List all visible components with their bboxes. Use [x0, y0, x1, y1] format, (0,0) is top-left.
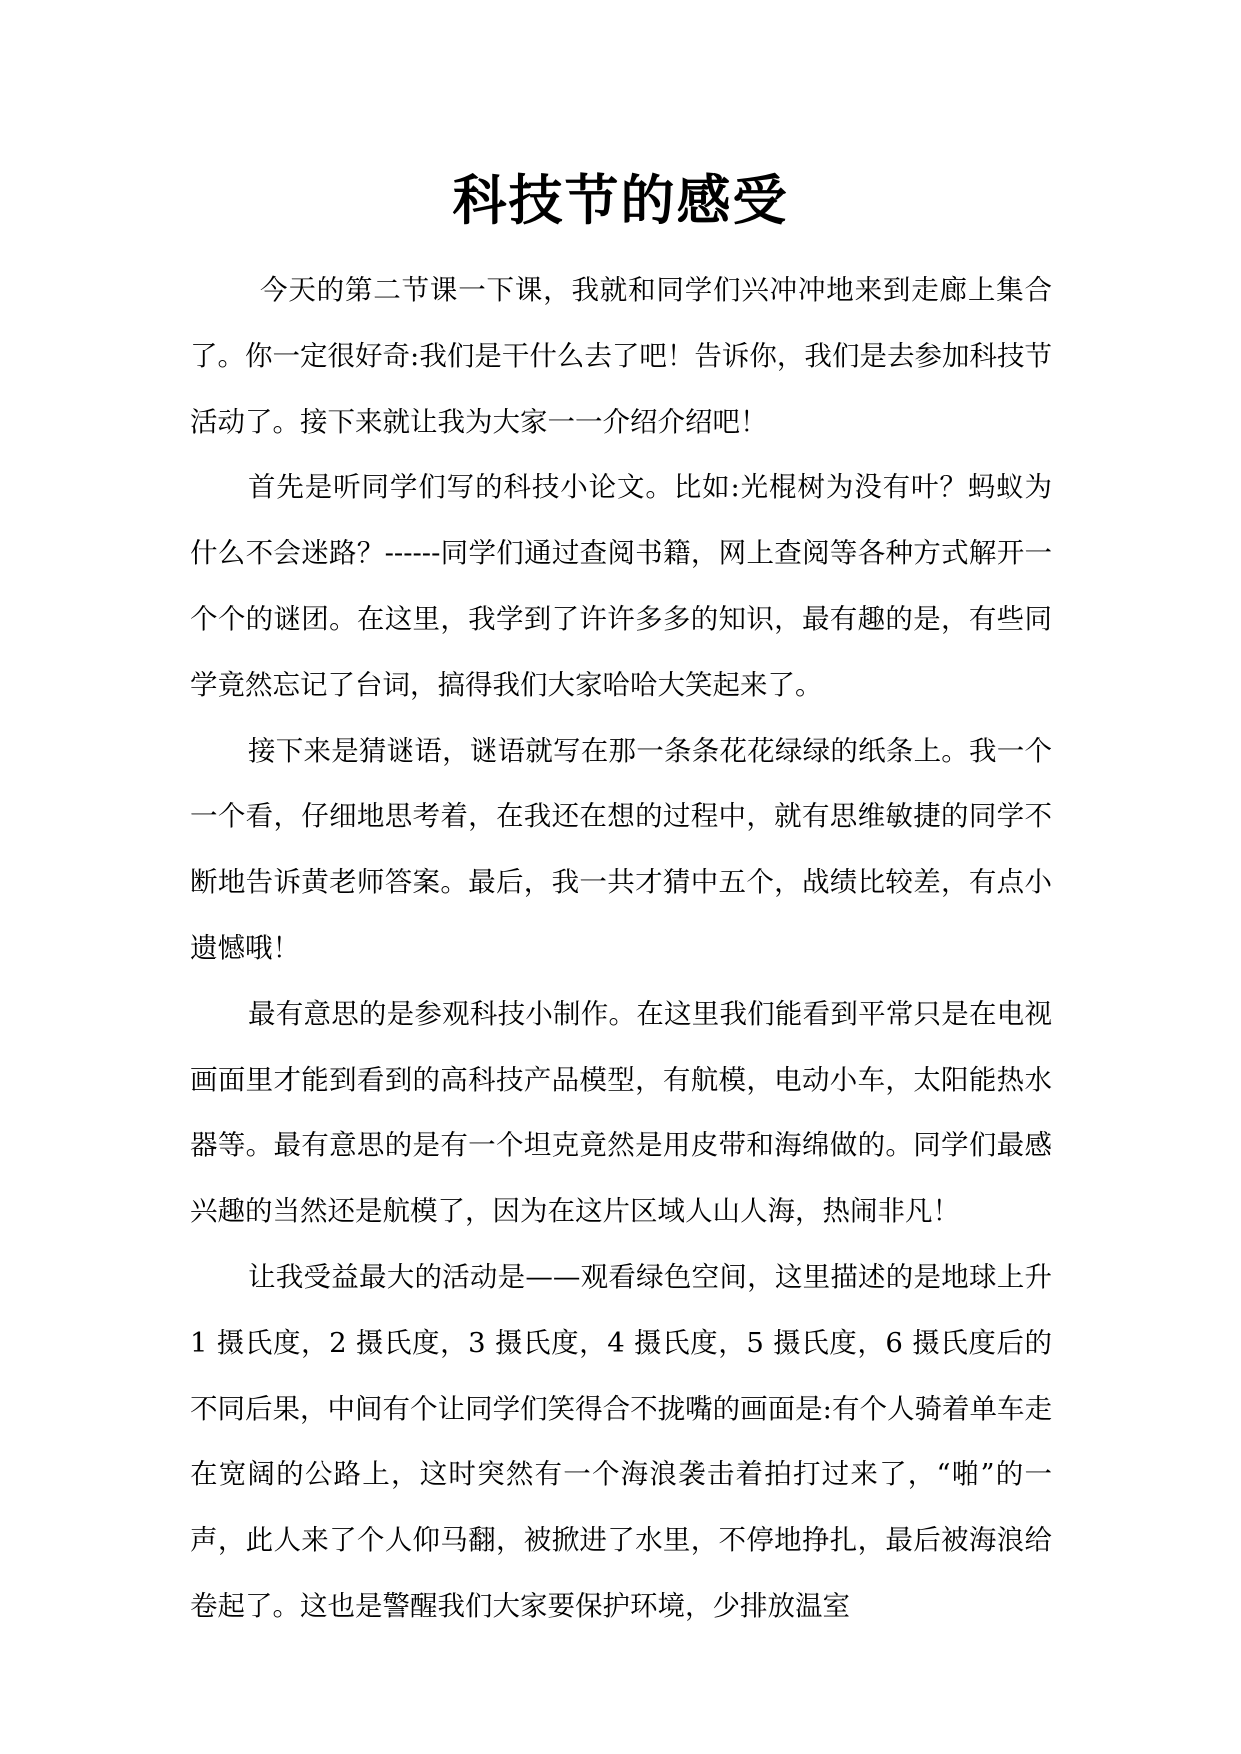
paragraph: 让我受益最大的活动是——观看绿色空间，这里描述的是地球上升 1 摄氏度，2 摄氏度，3 摄氏度，4 摄氏度，5 摄氏度，6 摄氏度后的不同后果，中间有个让同学们笑得合不拢嘴的画面是:有个人骑着单车走在宽阔的公路上，这时突然有一个海浪袭击着拍打过来了，“啪”的一声，此人来了个人仰马翻，被掀进了水里，不停地挣扎，最后被海浪给卷起了。这也是警醒我们大家要保护环境，少排放温室	[190, 1260, 1052, 1622]
document-body	[190, 258, 1052, 1640]
paragraph: 今天的第二节课一下课，我就和同学们兴冲冲地来到走廊上集合了。你一定很好奇:我们是干什么去了吧！告诉你，我们是去参加科技节活动了。接下来就让我为大家一一介绍介绍吧！	[190, 274, 1052, 438]
paragraph: 首先是听同学们写的科技小论文。比如:光棍树为没有叶？蚂蚁为什么不会迷路？------同学们通过查阅书籍，网上查阅等各种方式解开一个个的谜团。在这里，我学到了许许多多的知识，最有趣的是，有些同学竟然忘记了台词，搞得我们大家哈哈大笑起来了。	[190, 471, 1052, 701]
paragraph: 最有意思的是参观科技小制作。在这里我们能看到平常只是在电视画面里才能到看到的高科技产品模型，有航模，电动小车，太阳能热水器等。最有意思的是有一个坦克竟然是用皮带和海绵做的。同学们最感兴趣的当然还是航模了，因为在这片区域人山人海，热闹非凡！	[190, 997, 1052, 1228]
paragraph: 接下来是猜谜语，谜语就写在那一条条花花绿绿的纸条上。我一个一个看，仔细地思考着，在我还在想的过程中，就有思维敏捷的同学不断地告诉黄老师答案。最后，我一共才猜中五个，战绩比较差，有点小遗憾哦！	[190, 734, 1052, 964]
document-title: 科技节的感受	[452, 168, 789, 232]
